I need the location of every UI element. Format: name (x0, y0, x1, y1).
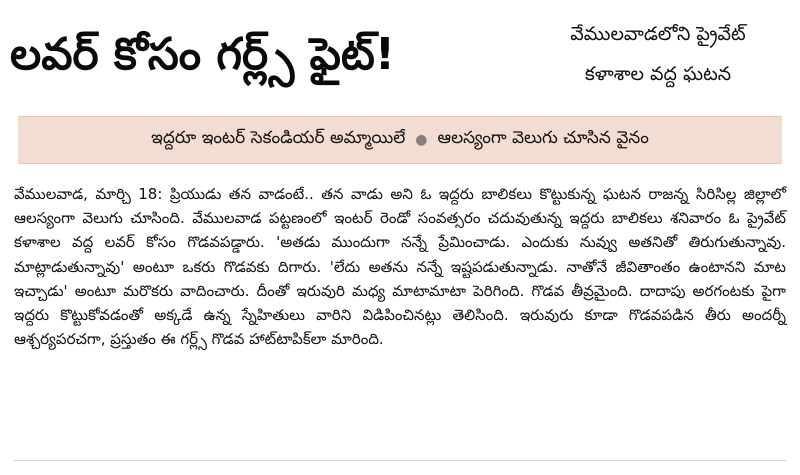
subheadline-band (18, 116, 782, 164)
bullet-separator: ● (415, 132, 428, 148)
side-headline-line-2: కళాశాల వద్ద ఘటన (584, 63, 732, 85)
main-headline: లవర్ కోసం గర్ల్స్ ఫైట్! (10, 29, 395, 80)
subheadline-left: ఇద్దరూ ఇంటర్ సెకండియర్ అమ్మాయిలే (151, 128, 406, 148)
side-headline-line-1: వేములవాడలోని ప్రైవేట్ (570, 23, 746, 45)
bottom-divider (14, 460, 786, 461)
subheadline-right: ఆలస్యంగా వెలుగు చూసిన వైనం (437, 128, 649, 148)
headline-row (0, 0, 800, 110)
article-body (14, 182, 786, 351)
side-headline (528, 14, 788, 94)
article-paragraph: వేములవాడ, మార్చి 18: ప్రియుడు తన వాడంటే.. తన వాడు అని ఓ ఇద్దరు బాలికలు కొట్టుకున్న ఘటన రాజన్న సిరిసిల్ల జిల్లాలో ఆలస్యంగా వెలుగు చూసింది. వేములవాడ పట్టణంలో ఇంటర్ రెండో సంవత్సరం చదువుతున్న ఇద్దరు బాలికలు శనివారం ఓ ప్రైవేట్ కళాశాల వద్ద లవర్ కోసం గొడవపడ్డారు. 'అతడు ముందుగా నన్నే ప్రేమించాడు. ఎందుకు నువ్వు అతనితో తిరుగుతున్నావు. మాట్లాడుతున్నావు' అంటూ ఒకరు గొడవకు దిగారు. 'లేదు అతను నన్నే ఇష్టపడుతున్నాడు. నాతోనే జీవితాంతం ఉంటానని మాట ఇచ్చాడు' అంటూ మరొకరు వాదించారు. దీంతో ఇరువురి మధ్య మాటామాటా పెరిగింది. గొడవ తీవ్రమైంది. దాదాపు అరగంటకు పైగా ఇద్దరు కొట్టుకోవడంతో అక్కడే ఉన్న స్నేహితులు వారిని విడిపించినట్లు తెలిసింది. ఇరువురు కూడా గొడవపడిన తీరు అందర్నీ ఆశ్చర్యపరచగా, ప్రస్తుతం ఈ గర్ల్స్ గొడవ హాట్‌టాపిక్‌లా మారింది. (14, 185, 786, 349)
